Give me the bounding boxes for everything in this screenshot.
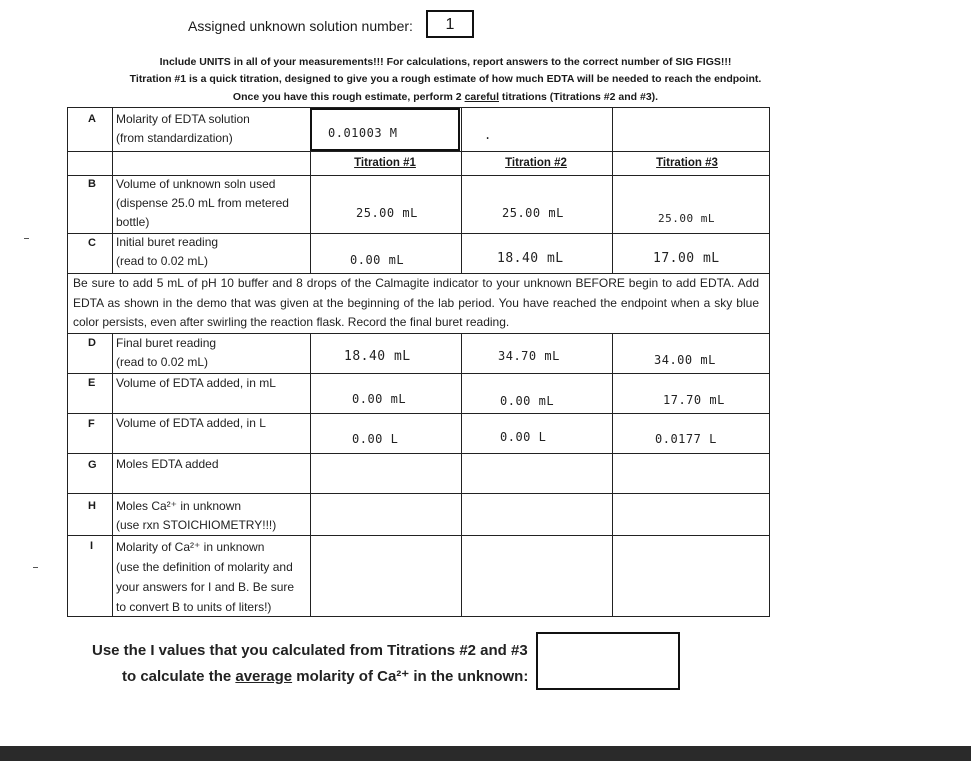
row-i-label-line3: your answers for I and B. Be sure [116,580,295,594]
row-h-label [116,497,276,535]
row-divider [67,535,769,536]
col-divider [612,107,613,273]
row-b-label-line2: (dispense 25.0 mL from metered [116,196,289,210]
row-letter-h: H [88,500,96,512]
col-divider [112,107,113,273]
procedure-note: Be sure to add 5 mL of pH 10 buffer and 8 drops of the Calmagite indicator to your unknown BEFORE begin to add EDTA. Add EDTA as shown in the demo that was given at the beginning of the lab period. You have reached the endpoint when a sky blue color persists, even after swirling the reaction flask. Record the final buret reading. [73,276,759,329]
footer-line2 [92,664,528,690]
row-c-value-t2[interactable]: 18.40 mL [497,251,564,266]
row-b-value-t1[interactable]: 25.00 mL [356,206,418,220]
row-b-value-t3[interactable]: 25.00 mL [658,212,715,225]
row-c-value-t3[interactable]: 17.00 mL [653,251,720,266]
footer-line2-a: to calculate the [122,668,236,685]
col-divider [310,333,311,616]
row-letter-a: A [88,113,96,125]
instruction-careful-titrations [0,91,931,103]
row-b-value-t2[interactable]: 25.00 mL [502,206,564,220]
row-letter-d: D [88,337,96,349]
footer-average-word: average [235,668,293,685]
col-divider [612,333,613,616]
bottom-dark-band [0,746,971,761]
row-c-label [116,233,218,271]
row-a-label [116,110,250,148]
row-d-value-t3[interactable]: 34.00 mL [654,353,716,367]
column-header-titration-3: Titration #3 [656,157,718,169]
row-letter-g: G [88,459,97,471]
row-letter-e: E [88,377,96,389]
row-letter-f: F [88,418,95,430]
row-c-label-line1: Initial buret reading [116,235,219,249]
col-divider [461,107,462,273]
row-e-value-t1[interactable]: 0.00 mL [352,392,407,406]
assigned-unknown-label: Assigned unknown solution number: [188,18,413,34]
unknown-number-box[interactable]: 1 [426,10,474,38]
row-c-label-line2: (read to 0.02 mL) [116,254,209,268]
row-f-value-t2[interactable]: 0.00 L [500,430,547,444]
row-f-value-t1[interactable]: 0.00 L [352,432,399,446]
instruction-line3-a: Once you have this rough estimate, perform 2 [232,91,465,103]
row-divider [67,151,769,152]
column-header-titration-1: Titration #1 [354,157,416,169]
row-letter-b: B [88,178,96,190]
row-letter-i: I [90,540,94,552]
instruction-units: Include UNITS in all of your measurements!!! For calculations, report answers to the correct number of SIG FIGS!!! [159,56,732,68]
row-f-value-t3[interactable]: 0.0177 L [655,432,717,446]
instruction-titration-1: Titration #1 is a quick titration, designed to give you a rough estimate of how much EDTA will be needed to reach the endpoint. [129,73,762,85]
row-e-value-t3[interactable]: 17.70 mL [663,393,725,407]
row-letter-c: C [88,237,96,249]
row-d-label-line2: (read to 0.02 mL) [116,355,209,369]
column-header-titration-2: Titration #2 [505,157,567,169]
row-i-label-line1: Molarity of Ca²⁺ in unknown [116,540,265,554]
row-a-label-line1: Molarity of EDTA solution [116,112,250,126]
margin-mark [24,238,29,239]
table-border [67,107,68,617]
row-b-label-line1: Volume of unknown soln used [116,177,276,191]
table-border [769,107,770,617]
row-divider [67,493,769,494]
row-a-label-line2: (from standardization) [116,131,233,145]
footer-line1: Use the I values that you calculated from Titrations #2 and #3 [92,642,528,659]
row-divider [67,453,769,454]
instruction-line3-c: titrations (Titrations #2 and #3). [499,91,659,103]
edta-molarity-value: 0.01003 M [328,126,398,140]
row-d-label-line1: Final buret reading [116,336,217,350]
row-i-label-line4: to convert B to units of liters!) [116,600,272,614]
margin-mark [33,567,38,568]
row-h-label-line1: Moles Ca²⁺ in unknown [116,499,242,513]
row-d-value-t2[interactable]: 34.70 mL [498,349,560,363]
average-molarity-prompt [92,638,528,690]
row-f-label: Volume of EDTA added, in L [116,416,266,430]
row-i-label [116,537,294,617]
col-divider [112,333,113,616]
row-d-label [116,334,216,372]
instruction-careful-word: careful [464,91,499,103]
row-e-value-t2[interactable]: 0.00 mL [500,394,555,408]
average-molarity-answer-box[interactable] [536,632,680,690]
row-d-value-t1[interactable]: 18.40 mL [344,349,411,364]
col-divider [461,333,462,616]
stray-mark: . [484,128,492,142]
row-h-label-line2: (use rxn STOICHIOMETRY!!!) [116,518,277,532]
row-c-value-t1[interactable]: 0.00 mL [350,253,405,267]
row-i-label-line2: (use the definition of molarity and [116,560,293,574]
row-b-label [116,175,289,232]
row-b-label-line3: bottle) [116,215,150,229]
row-e-label: Volume of EDTA added, in mL [116,376,276,390]
footer-line2-c: molarity of Ca²⁺ in the unknown: [292,668,529,685]
row-g-label: Moles EDTA added [116,457,219,471]
